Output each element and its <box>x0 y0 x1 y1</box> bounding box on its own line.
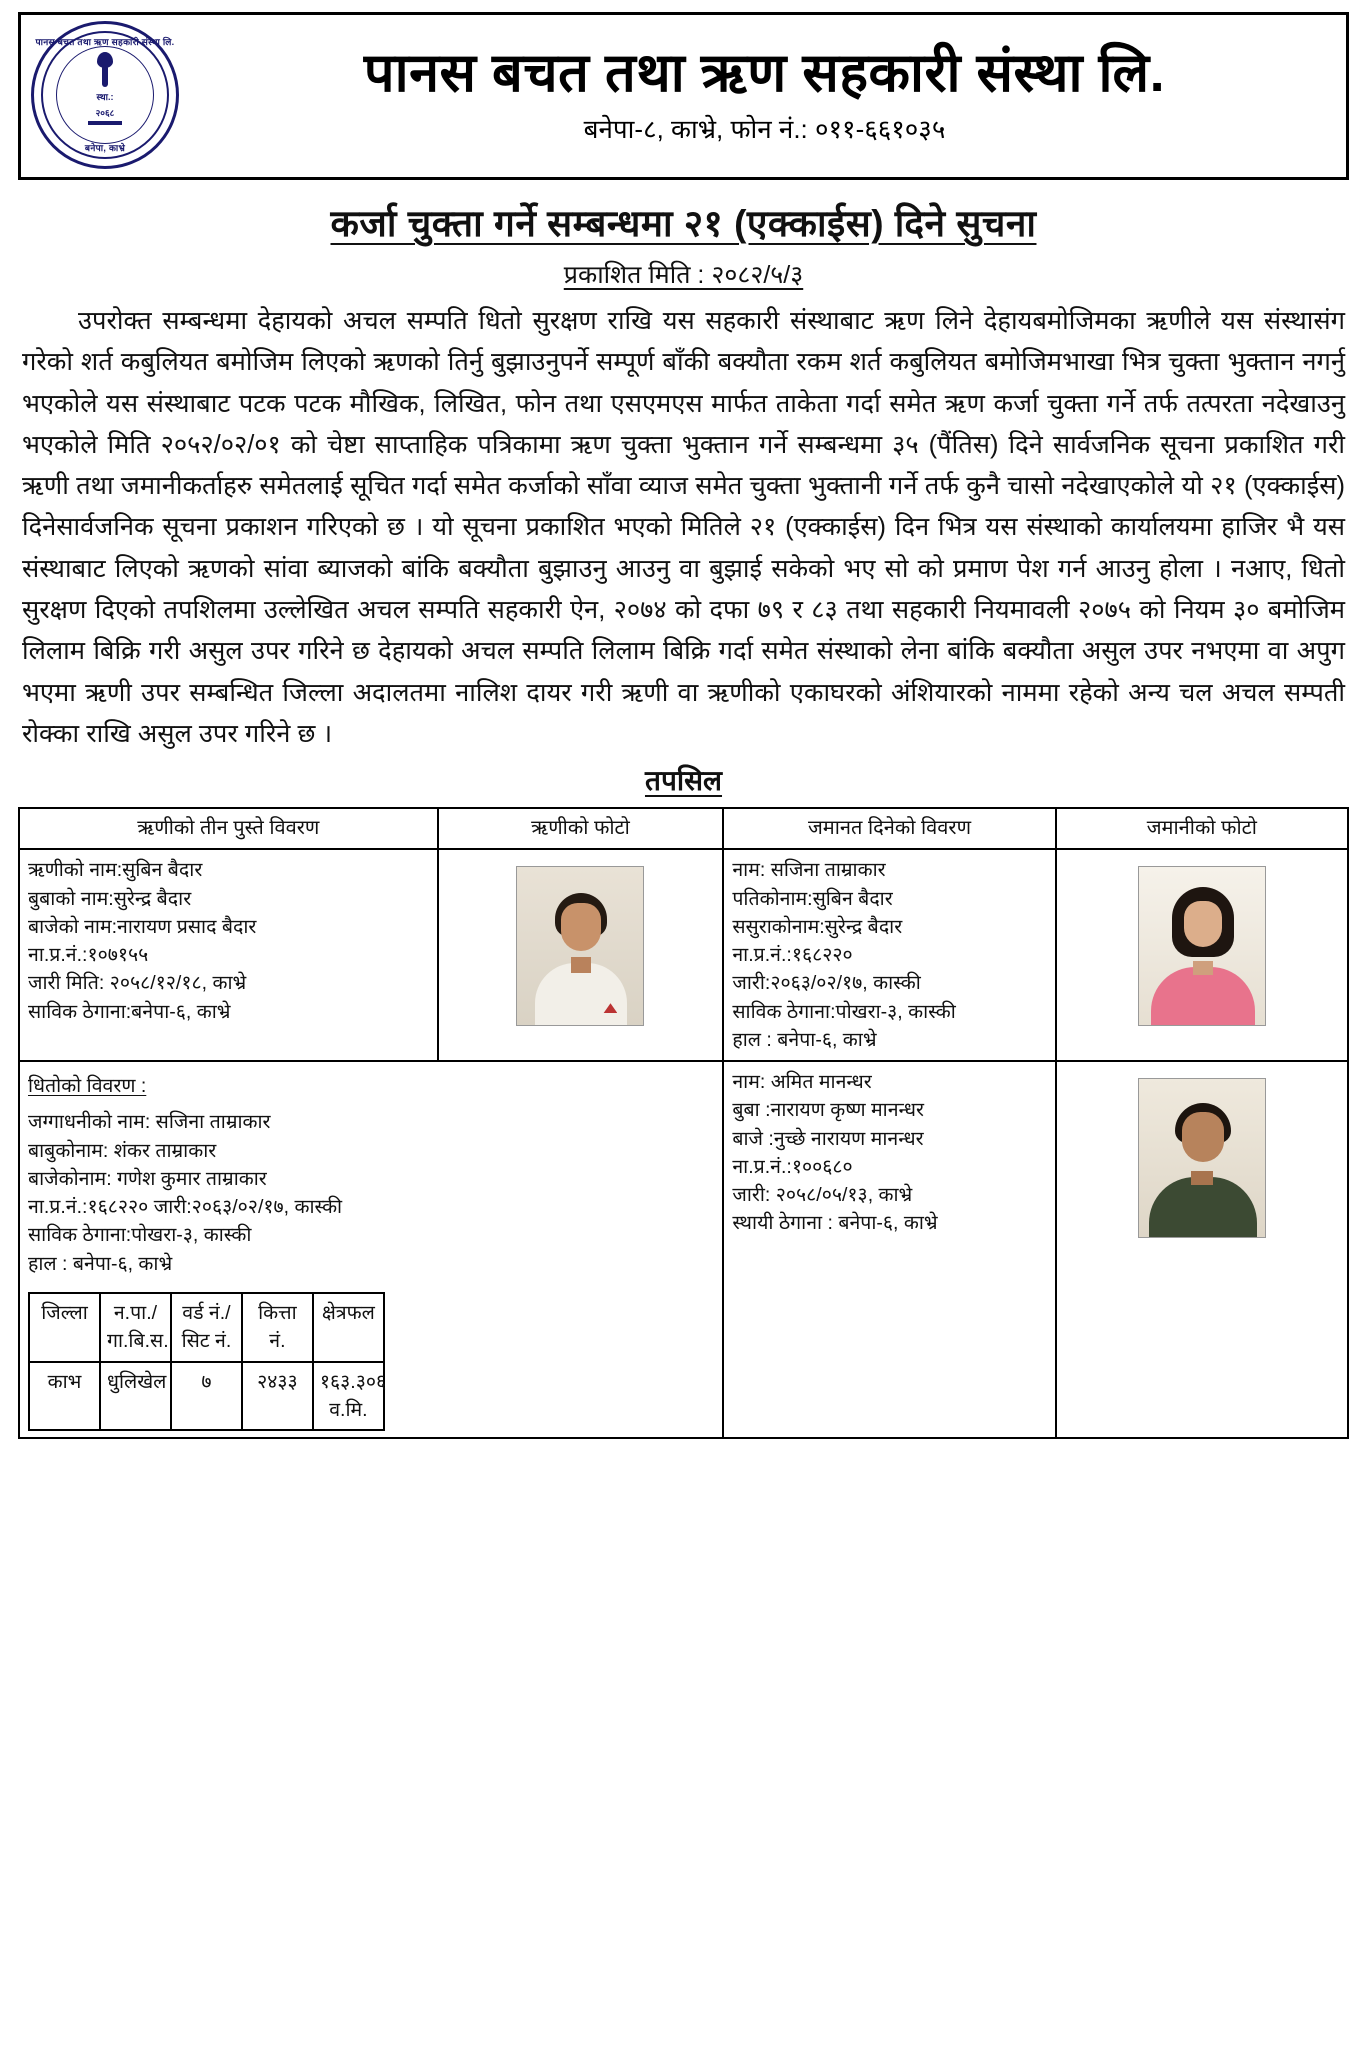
borrower-line: साविक ठेगाना:बनेपा-६, काभ्रे <box>28 1000 231 1023</box>
notice-title: कर्जा चुक्ता गर्ने सम्बन्धमा २१ (एक्काईस) दिने सुचना <box>330 203 1037 244</box>
land-cell-plot: २४३३ <box>242 1362 313 1431</box>
borrower-details-cell <box>19 849 438 1061</box>
land-cell-ward: ७ <box>171 1362 242 1431</box>
guarantor2-line: बाजे :नुच्छे नारायण मानन्धर <box>732 1127 924 1150</box>
letterhead-text <box>193 44 1336 146</box>
borrower-line: बुबाको नाम:सुरेन्द्र बैदार <box>28 887 192 910</box>
collateral-line: ना.प्र.नं.:१६८२२० जारी:२०६३/०२/१७, कास्की <box>28 1196 343 1219</box>
collateral-line: बाजेकोनाम: गणेश कुमार ताम्राकार <box>28 1167 267 1190</box>
collateral-line: बाबुकोनाम: शंकर ताम्राकार <box>28 1139 217 1162</box>
header-guarantor-details: जमानत दिनेको विवरण <box>723 808 1055 849</box>
guarantor2-line: जारी: २०५८/०५/१३, काभ्रे <box>732 1184 913 1207</box>
land-header-municipality: न.पा./गा.बि.स. <box>100 1293 171 1362</box>
notice-body: उपरोक्त सम्बन्धमा देहायको अचल सम्पति धितो सुरक्षण राखि यस सहकारी संस्थाबाट ऋण लिने देहायबमोजिमका ऋणीले यस संस्थासंग गरेको शर्त कबुलियत बमोजिम लिएको ऋणको तिर्नु बुझाउनुपर्ने सम्पूर्ण बाँकी बक्यौता रकम शर्त कबुलियत बमोजिमभाखा भित्र चुक्ता भुक्तान नगर्नु भएकोले यस संस्थाबाट पटक पटक मौखिक, लिखित, फोन तथा एसएमएस मार्फत ताकेता गर्दा समेत ऋण कर्जा चुक्ता गर्ने तर्फ तत्परता नदेखाउनु भएकोले मिति २०५२/०२/०१ को चेष्टा साप्ताहिक पत्रिकामा ऋण चुक्ता भुक्तान गर्ने सम्बन्धमा ३५ (पैंतिस) दिने सार्वजनिक सूचना प्रकाशित गरी ऋणी तथा जमानीकर्ताहरु समेतलाई सूचित गर्दा समेत कर्जाको साँवा व्याज समेत चुक्ता भुक्तानी गर्ने तर्फ कुनै चासो नदेखाएकोले यो २१ (एक्काईस) दिनेसार्वजनिक सूचना प्रकाशन गरिएको छ । यो सूचना प्रकाशित भएको मितिले २१ (एक्काईस) दिन भित्र यस संस्थाको कार्यालयमा हाजिर भै यस संस्थाबाट लिएको ऋणको सांवा ब्याजको बांकि बक्यौता बुझाउनु आउनु वा बुझाई सकेको भए सो को प्रमाण पेश गर्न आउनु होला । नआए, धितो सुरक्षण दिएको तपशिलमा उल्लेखित अचल सम्पति सहकारी ऐन, २०७४ को दफा ७९ र ८३ तथा सहकारी नियमावली २०७५ को नियम ३० बमोजिम लिलाम बिक्रि गरी असुल उपर गरिने छ‍ देहायको अचल सम्पति लिलाम बिक्रि गर्दा समेत संस्थाको लेना बांकि बक्यौता असुल उपर नभएमा वा अपुग भएमा ऋणी उपर सम्बन्धित जिल्ला अदालतमा नालिश दायर गरी ऋणी वा ऋणीको एकाघरको अंशियारको नाममा रहेको अन्य चल अचल सम्पती रोक्का राखि असुल उपर गरिने छ । <box>22 307 1345 748</box>
guarantor1-line: नाम: सजिना ताम्राकार <box>732 859 886 882</box>
land-header-plot: कित्ता नं. <box>242 1293 313 1362</box>
land-cell-area: १६३.३०६ व.मि. <box>313 1362 384 1431</box>
collateral-line: हाल : बनेपा-६, काभ्रे <box>28 1252 173 1275</box>
collateral-line: जग्गाधनीको नाम: सजिना ताम्राकार <box>28 1111 271 1134</box>
land-table <box>28 1292 385 1431</box>
borrower-line: ना.प्र.नं.:१०७१५५ <box>28 944 149 967</box>
borrower-line: ऋणीको नाम:सुबिन बैदार <box>28 859 203 882</box>
organization-address: बनेपा-८, काभ्रे, फोन नं.: ०११-६६१०३५ <box>583 114 946 145</box>
table-row <box>19 1061 1348 1438</box>
land-row <box>29 1362 384 1431</box>
guarantor1-photo-cell <box>1056 849 1348 1061</box>
logo-top-text: पानस बचत तथा ऋण सहकारी संस्था लि. <box>35 37 175 47</box>
guarantor1-line: जारी:२०६३/०२/१७, कास्की <box>732 972 921 995</box>
guarantor2-photo-cell <box>1056 1061 1348 1438</box>
organization-name: पानस बचत तथा ऋण सहकारी संस्था लि. <box>363 42 1166 103</box>
borrower-line: बाजेको नाम:नारायण प्रसाद बैदार <box>28 915 257 938</box>
tapsil-heading: तपसिल <box>644 765 723 797</box>
guarantor2-line: स्थायी ठेगाना : बनेपा-६, काभ्रे <box>732 1212 938 1235</box>
borrower-photo-cell <box>438 849 724 1061</box>
header-guarantor-photo: जमानीको फोटो <box>1056 808 1348 849</box>
land-header-district: जिल्ला <box>29 1293 100 1362</box>
letterhead <box>18 12 1349 180</box>
guarantor1-line: ससुराकोनाम:सुरेन्द्र बैदार <box>732 915 903 938</box>
land-header-ward: वर्ड नं./सिट नं. <box>171 1293 242 1362</box>
guarantor2-photo <box>1138 1078 1266 1238</box>
header-borrower-details: ऋणीको तीन पुस्ते विवरण <box>19 808 438 849</box>
borrower-line: जारी मिति: २०५८/१२/१८, काभ्रे <box>28 972 247 995</box>
guarantor1-photo <box>1138 866 1266 1026</box>
borrower-photo <box>516 866 644 1026</box>
guarantor2-details-cell <box>723 1061 1055 1438</box>
details-table <box>18 807 1349 1439</box>
guarantor2-line: नाम: अमित मानन्धर <box>732 1071 872 1094</box>
table-header-row <box>19 808 1348 849</box>
logo-bottom-text: बनेपा, काभ्रे <box>84 143 126 153</box>
guarantor2-line: बुबा :नारायण कृष्ण मानन्धर <box>732 1099 924 1122</box>
collateral-details-cell <box>19 1061 723 1438</box>
guarantor1-line: ना.प्र.नं.:१६८२२० <box>732 944 853 967</box>
land-header-row <box>29 1293 384 1362</box>
collateral-title: धितोको विवरण : <box>28 1075 147 1098</box>
land-header-area: क्षेत्रफल <box>313 1293 384 1362</box>
logo-est-year: २०६८ <box>95 108 115 119</box>
organization-logo-icon <box>31 21 179 169</box>
header-borrower-photo: ऋणीको फोटो <box>438 808 724 849</box>
published-date: प्रकाशित मिति : २०८२/५/३ <box>563 261 804 289</box>
guarantor1-line: हाल : बनेपा-६, काभ्रे <box>732 1028 877 1051</box>
guarantor2-line: ना.प्र.नं.:१००६८० <box>732 1155 853 1178</box>
land-cell-municipality: धुलिखेल <box>100 1362 171 1431</box>
table-row <box>19 849 1348 1061</box>
guarantor1-details-cell <box>723 849 1055 1061</box>
guarantor1-line: साविक ठेगाना:पोखरा-३, कास्की <box>732 1000 956 1023</box>
guarantor1-line: पतिकोनाम:सुबिन बैदार <box>732 887 893 910</box>
land-cell-district: काभ <box>29 1362 100 1431</box>
collateral-line: साविक ठेगाना:पोखरा-३, कास्की <box>28 1224 252 1247</box>
logo-est-label: स्था.: <box>96 92 114 103</box>
